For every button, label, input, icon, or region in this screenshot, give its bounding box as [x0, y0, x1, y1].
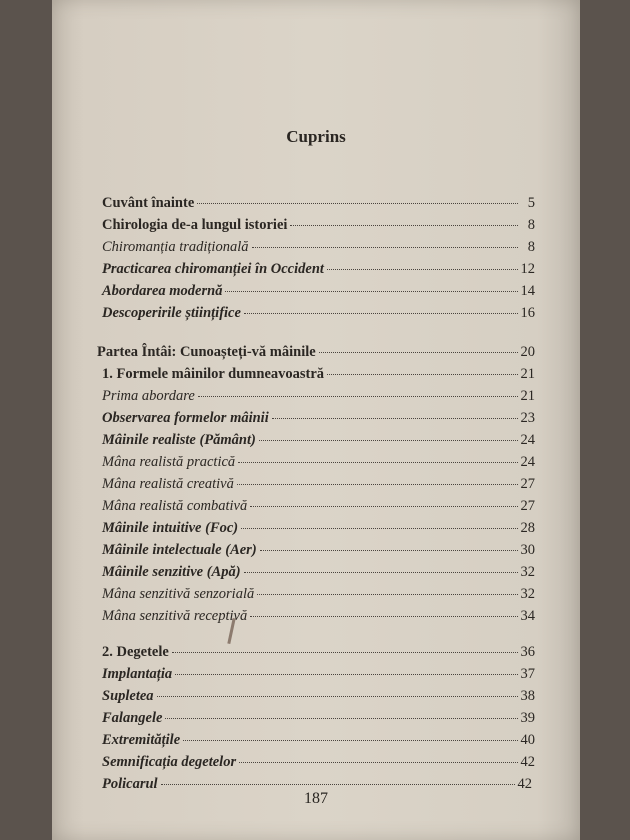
toc-entry-page: 24 [520, 432, 535, 448]
leader-dots [260, 550, 518, 551]
leader-dots [327, 269, 518, 270]
toc-entry-label: Implantația [102, 666, 173, 682]
toc-entry-label: Falangele [102, 710, 163, 726]
toc-entry-page: 12 [520, 261, 535, 277]
toc-part-heading [97, 344, 535, 364]
toc-entry [102, 498, 535, 518]
toc-entry [102, 195, 535, 215]
toc-entry-label: Practicarea chiromanției în Occident [102, 261, 324, 277]
toc-entry-label: Semnificația degetelor [102, 754, 237, 770]
toc-entry-page: 37 [520, 666, 535, 682]
leader-dots [225, 291, 517, 292]
toc-entry-page: 24 [520, 454, 535, 470]
leader-dots [290, 225, 518, 226]
leader-dots [161, 784, 515, 785]
leader-dots [259, 440, 518, 441]
toc-entry-page: 8 [527, 217, 535, 233]
toc-entry-label: Cuvânt înainte [102, 195, 195, 211]
toc-entry-page: 27 [520, 498, 535, 514]
toc-entry-label: Mâinile senzitive (Apă) [102, 564, 241, 580]
toc-entry-label: Chiromanția tradițională [102, 239, 249, 255]
book-page [52, 0, 580, 840]
toc-entry [102, 564, 535, 584]
toc-entry-label: Descoperirile științifice [102, 305, 241, 321]
toc-entry-page: 21 [520, 366, 535, 382]
toc-entry [102, 261, 535, 281]
toc-entry-page: 27 [520, 476, 535, 492]
toc-entry-label: 1. Formele mâinilor dumneavoastră [102, 366, 325, 382]
leader-dots [252, 247, 519, 248]
toc-entry [102, 454, 535, 474]
toc-entry-page: 30 [520, 542, 535, 558]
toc-entry [102, 283, 535, 303]
toc-entry [102, 754, 535, 774]
toc-entry-label: Mâinile realiste (Pământ) [102, 432, 256, 448]
toc-entry-label: Extremitățile [102, 732, 181, 748]
toc-entry-page: 32 [520, 564, 535, 580]
toc-entry-page: 16 [520, 305, 535, 321]
toc-entry-page: 39 [520, 710, 535, 726]
leader-dots [175, 674, 517, 675]
toc-entry [102, 305, 535, 325]
toc-entry [102, 710, 535, 730]
toc-entry-label: Policarul [102, 776, 158, 792]
toc-entry-page: 34 [520, 608, 535, 624]
toc-entry [102, 666, 535, 686]
leader-dots [244, 572, 518, 573]
toc-entry [102, 388, 535, 408]
toc-entry-label: Mâinile intelectuale (Aer) [102, 542, 257, 558]
page-title: Cuprins [286, 127, 346, 146]
leader-dots [241, 528, 517, 529]
toc-entry [102, 476, 535, 496]
leader-dots [157, 696, 518, 697]
toc-entry-label: Abordarea modernă [102, 283, 223, 299]
toc-entry-page: 42 [520, 754, 535, 770]
toc-entry-page: 32 [520, 586, 535, 602]
toc-entry-label: 2. Degetele [102, 644, 169, 660]
toc-entry-page: 42 [517, 776, 532, 792]
toc-entry [102, 542, 535, 562]
toc-chapter-heading [102, 644, 535, 664]
toc-entry-page: 20 [520, 344, 535, 360]
toc-entry-page: 40 [520, 732, 535, 748]
toc-entry-page: 28 [520, 520, 535, 536]
leader-dots [238, 462, 517, 463]
leader-dots [327, 374, 517, 375]
toc-entry [102, 732, 535, 752]
page-number: 187 [304, 790, 328, 807]
toc-entry [102, 520, 535, 540]
toc-entry [102, 217, 535, 237]
toc-entry-label: Mâna realistă creativă [102, 476, 234, 492]
toc-entry [102, 586, 535, 606]
leader-dots [183, 740, 517, 741]
toc-entry-label: Mâna realistă practică [102, 454, 236, 470]
toc-entry-label: Mâna senzitivă receptivă [102, 608, 248, 624]
toc-entry-label: Observarea formelor mâinii [102, 410, 269, 426]
leader-dots [257, 594, 517, 595]
leader-dots [250, 616, 517, 617]
leader-dots [165, 718, 517, 719]
leader-dots [172, 652, 518, 653]
toc-entry-label: Partea Întâi: Cunoașteți-vă mâinile [97, 344, 316, 360]
toc-entry-label: Prima abordare [102, 388, 195, 404]
leader-dots [250, 506, 517, 507]
toc-entry [102, 239, 535, 259]
toc-entry-label: Mâinile intuitive (Foc) [102, 520, 239, 536]
leader-dots [244, 313, 518, 314]
leader-dots [272, 418, 518, 419]
toc-entry-page: 38 [520, 688, 535, 704]
leader-dots [237, 484, 518, 485]
toc-entry-label: Chirologia de-a lungul istoriei [102, 217, 288, 233]
leader-dots [198, 396, 518, 397]
toc-entry-page: 5 [527, 195, 535, 211]
toc-entry-page: 8 [527, 239, 535, 255]
toc-entry-page: 36 [520, 644, 535, 660]
toc-entry-page: 23 [520, 410, 535, 426]
toc-entry [102, 688, 535, 708]
toc-entry-page: 21 [520, 388, 535, 404]
leader-dots [239, 762, 517, 763]
table-of-contents [52, 0, 580, 840]
toc-chapter-heading [102, 366, 535, 386]
toc-entry-page: 14 [520, 283, 535, 299]
leader-dots [197, 203, 518, 204]
leader-dots [319, 352, 518, 353]
toc-entry-label: Mâna senzitivă senzorială [102, 586, 255, 602]
toc-entry-label: Supletea [102, 688, 154, 704]
toc-entry-label: Mâna realistă combativă [102, 498, 248, 514]
toc-entry [102, 608, 535, 628]
toc-entry [102, 432, 535, 452]
toc-entry [102, 410, 535, 430]
